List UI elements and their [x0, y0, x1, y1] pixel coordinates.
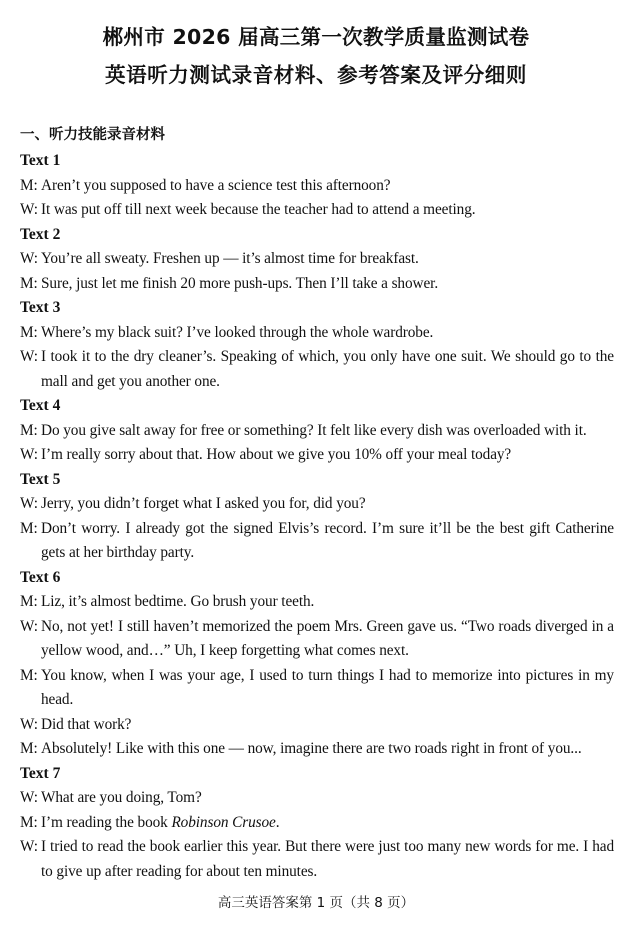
utterance-text-end: . [275, 813, 280, 831]
utterance: Did that work? [41, 715, 132, 733]
transcript-text-block [20, 394, 614, 468]
transcript-text-block [20, 566, 614, 762]
speaker-tag: M: [20, 323, 38, 341]
text-label: Text 1 [20, 152, 61, 169]
utterance: Liz, it’s almost bedtime. Go brush your teeth. [41, 593, 315, 610]
dialogue-line [20, 419, 614, 444]
section-heading: 一、听力技能录音材料 [20, 127, 165, 143]
transcript-text-block [20, 223, 614, 297]
speaker-tag: M: [20, 740, 38, 757]
dialogue-line [20, 272, 614, 297]
text-label: Text 3 [20, 299, 61, 316]
speaker-tag: M: [20, 813, 38, 831]
speaker-tag: W: [20, 446, 38, 463]
transcript-text-block [20, 296, 614, 394]
dialogue-line [20, 247, 614, 272]
speaker-tag: W: [20, 495, 38, 512]
dialogue-line [20, 321, 614, 346]
speaker-tag: M: [20, 593, 38, 610]
text-label: Text 2 [20, 225, 61, 243]
speaker-tag: W: [20, 617, 38, 635]
dialogue-line [20, 713, 614, 738]
dialogue-line [20, 737, 614, 762]
utterance: You’re all sweaty. Freshen up — it’s almost time for breakfast. [41, 250, 419, 267]
speaker-tag: M: [20, 666, 38, 684]
dialogue-line [20, 835, 614, 884]
utterance: Jerry, you didn’t forget what I asked you for, did you? [41, 495, 366, 512]
page-footer: 高三英语答案第 1 页（共 8 页） [217, 895, 415, 911]
utterance: You know, when I was your age, I used to turn things I had to memorize into pictures in my head. [41, 666, 614, 708]
utterance: What are you doing, Tom? [41, 789, 202, 806]
speaker-tag: M: [20, 421, 38, 439]
utterance: Do you give salt away for free or something? It felt like every dish was overloaded with it. [41, 421, 587, 439]
utterance: I tried to read the book earlier this year. But there were just too many new words for me. I had to give up after reading for about ten minutes. [41, 838, 614, 880]
speaker-tag: W: [20, 838, 38, 855]
utterance: Aren’t you supposed to have a science test this afternoon? [41, 176, 391, 194]
document-title-line-2: 英语听力测试录音材料、参考答案及评分细则 [105, 63, 527, 87]
dialogue-line [20, 345, 614, 394]
speaker-tag: W: [20, 201, 38, 218]
utterance [41, 811, 614, 836]
utterance: Where’s my black suit? I’ve looked through the whole wardrobe. [41, 323, 434, 341]
text-label: Text 4 [20, 397, 61, 414]
speaker-tag: M: [20, 176, 38, 194]
text-label: Text 7 [20, 764, 61, 782]
dialogue-line [20, 786, 614, 811]
utterance: Sure, just let me finish 20 more push-ups. Then I’ll take a shower. [41, 274, 439, 292]
transcript-text-block [20, 149, 614, 223]
dialogue-line [20, 443, 614, 468]
text-label: Text 5 [20, 470, 61, 488]
text-label: Text 6 [20, 568, 61, 586]
speaker-tag: W: [20, 250, 38, 267]
utterance: I took it to the dry cleaner’s. Speaking of which, you only have one suit. We should go to the mall and get you another one. [41, 348, 614, 390]
utterance: Absolutely! Like with this one — now, imagine there are two roads right in front of you... [41, 740, 582, 757]
utterance: I’m really sorry about that. How about we give you 10% off your meal today? [41, 446, 512, 463]
transcript-body [20, 149, 614, 884]
book-title: Robinson Crusoe [171, 813, 276, 831]
dialogue-line [20, 198, 614, 223]
dialogue-line [20, 492, 614, 517]
dialogue-line [20, 664, 614, 713]
dialogue-line [20, 517, 614, 566]
speaker-tag: M: [20, 274, 38, 292]
transcript-text-block [20, 762, 614, 885]
utterance-text: I’m reading the book [41, 813, 172, 831]
utterance: It was put off till next week because the teacher had to attend a meeting. [41, 201, 476, 218]
document-title-line-1: 郴州市 2026 届高三第一次教学质量监测试卷 [102, 25, 530, 49]
speaker-tag: W: [20, 789, 38, 806]
speaker-tag: M: [20, 519, 38, 537]
speaker-tag: W: [20, 715, 38, 733]
transcript-text-block [20, 468, 614, 566]
dialogue-line [20, 615, 614, 664]
speaker-tag: W: [20, 348, 38, 365]
utterance: No, not yet! I still haven’t memorized the poem Mrs. Green gave us. “Two roads diverged in a yellow wood, and…” Uh, I keep forgetting what comes next. [41, 617, 614, 659]
dialogue-line [20, 590, 614, 615]
dialogue-line [20, 174, 614, 199]
dialogue-line [20, 811, 614, 836]
utterance: Don’t worry. I already got the signed Elvis’s record. I’m sure it’ll be the best gift Catherine gets at her birthday party. [41, 519, 614, 561]
